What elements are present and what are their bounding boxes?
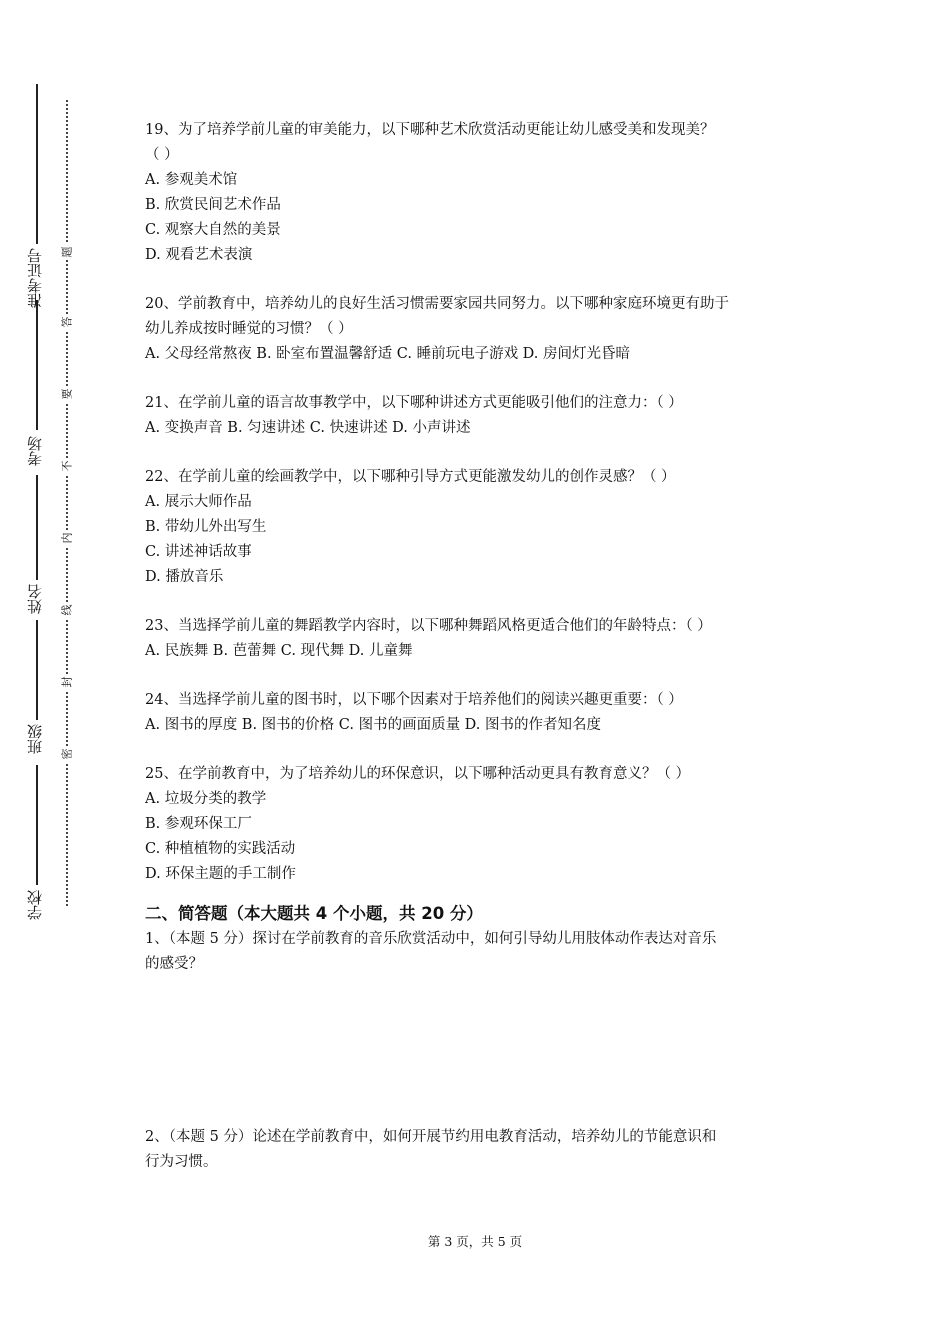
field-class — [20, 724, 50, 757]
question-stem: 24、当选择学前儿童的图书时，以下哪个因素对于培养他们的阅读兴趣更重要：（ ） — [145, 692, 683, 708]
binding-line-segment — [36, 84, 38, 244]
field-label: 姓名 — [25, 584, 44, 614]
question-text: 1、（本题 5 分）探讨在学前教育的音乐欣赏活动中，如何引导幼儿用肢体动作表达对音乐 — [145, 931, 717, 947]
section-title: 二、简答题（本大题共 4 个小题，共 20 分） — [145, 904, 483, 923]
option-c: C. 讲述神话故事 — [145, 544, 252, 560]
question-stem: 20、学前教育中，培养幼儿的良好生活习惯需要家园共同努力。以下哪种家庭环境更有助于 — [145, 296, 729, 312]
short-answer-2 — [145, 1125, 815, 1175]
field-name — [20, 584, 50, 617]
question-20 — [145, 292, 815, 367]
short-answer-1 — [145, 927, 815, 977]
binding-line-segment — [36, 475, 38, 580]
question-text: 2、（本题 5 分）论述在学前教育中，如何开展节约用电教育活动，培养幼儿的节能意识和 — [145, 1129, 717, 1145]
option-a: A. 参观美术馆 — [145, 172, 238, 188]
seal-char: 要 — [58, 386, 76, 402]
option-d: D. 播放音乐 — [145, 569, 224, 585]
question-content — [145, 118, 815, 1175]
option-b: B. 带幼儿外出写生 — [145, 519, 267, 535]
field-exam-room — [20, 436, 50, 469]
options-line: A. 父母经常熬夜 B. 卧室布置温馨舒适 C. 睡前玩电子游戏 D. 房间灯光昏暗 — [145, 346, 631, 362]
option-a: A. 展示大师作品 — [145, 494, 252, 510]
question-stem: 19、为了培养学前儿童的审美能力，以下哪种艺术欣赏活动更能让幼儿感受美和发现美？ — [145, 122, 715, 138]
question-24 — [145, 688, 815, 738]
binding-line-segment — [36, 300, 38, 430]
question-25 — [145, 762, 815, 887]
field-school — [20, 890, 50, 923]
seal-char: 线 — [58, 602, 76, 618]
option-d: D. 观看艺术表演 — [145, 247, 253, 263]
option-d: D. 环保主题的手工制作 — [145, 866, 296, 882]
question-text-cont: 的感受？ — [145, 956, 203, 972]
binding-line-segment — [36, 620, 38, 720]
question-text-cont: 行为习惯。 — [145, 1154, 218, 1170]
option-c: C. 观察大自然的美景 — [145, 222, 281, 238]
option-b: B. 参观环保工厂 — [145, 816, 252, 832]
seal-char: 封 — [58, 674, 76, 690]
question-stem: 25、在学前教育中，为了培养幼儿的环保意识，以下哪种活动更具有教育意义？（ ） — [145, 766, 691, 782]
field-label: 准考证号 — [25, 248, 44, 308]
question-21 — [145, 391, 815, 441]
seal-char: 答 — [58, 314, 76, 330]
seal-char: 不 — [58, 458, 76, 474]
options-line: A. 变换声音 B. 匀速讲述 C. 快速讲述 D. 小声讲述 — [145, 420, 471, 436]
field-label: 班级 — [25, 724, 44, 754]
binding-margin — [0, 0, 120, 1344]
options-line: A. 图书的厚度 B. 图书的价格 C. 图书的画面质量 D. 图书的作者知名度 — [145, 717, 602, 733]
question-stem-cont: 幼儿养成按时睡觉的习惯？（ ） — [145, 321, 353, 337]
question-19 — [145, 118, 815, 268]
option-a: A. 垃圾分类的教学 — [145, 791, 267, 807]
question-stem: 21、在学前儿童的语言故事教学中，以下哪种讲述方式更能吸引他们的注意力：（ ） — [145, 395, 683, 411]
option-b: B. 欣赏民间艺术作品 — [145, 197, 281, 213]
binding-line-segment — [36, 765, 38, 885]
page-footer: 第 3 页，共 5 页 — [427, 1234, 523, 1249]
option-c: C. 种植植物的实践活动 — [145, 841, 296, 857]
field-admission-number — [20, 248, 50, 311]
seal-char: 题 — [58, 244, 76, 260]
field-label: 考场 — [25, 436, 44, 466]
question-stem: 23、当选择学前儿童的舞蹈教学内容时，以下哪种舞蹈风格更适合他们的年龄特点：（ ） — [145, 618, 712, 634]
question-stem-cont: （ ） — [145, 147, 179, 163]
options-line: A. 民族舞 B. 芭蕾舞 C. 现代舞 D. 儿童舞 — [145, 643, 413, 659]
answer-space — [145, 977, 815, 1125]
question-22 — [145, 465, 815, 590]
question-stem: 22、在学前儿童的绘画教学中，以下哪种引导方式更能激发幼儿的创作灵感？（ ） — [145, 469, 676, 485]
seal-dotted-line — [66, 100, 68, 906]
seal-char: 内 — [58, 530, 76, 546]
field-label: 学校 — [25, 890, 44, 920]
seal-char: 密 — [58, 746, 76, 762]
question-23 — [145, 614, 815, 664]
